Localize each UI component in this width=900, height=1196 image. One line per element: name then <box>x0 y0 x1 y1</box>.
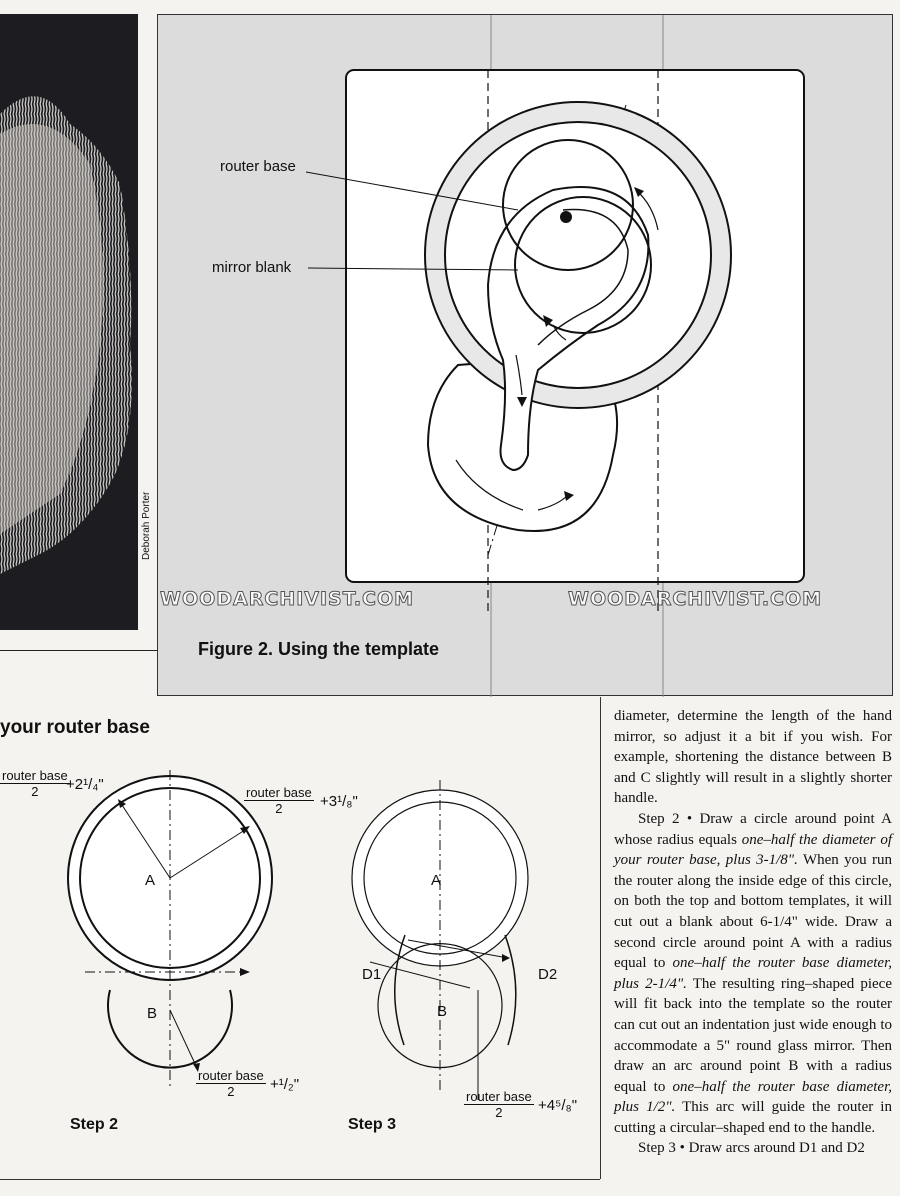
step3-d1-label: D1 <box>362 966 382 983</box>
p2-part-c: When you run the router along the inside edge of this circle, on both the top and bottom templates, it will cut out a blank about 6-1/4" wide. Draw a second circle around point A with a radius equal to <box>614 852 892 972</box>
paragraph-2 <box>614 809 892 1139</box>
p2-part-e: The resulting ring–shaped piece will fit back into the template so the router can cut out an indentation just wide enough to accommodate a 5" round glass mirror. Then draw an arc around point B with a radius equal to <box>614 975 892 1095</box>
step3-point-a: A <box>431 872 442 889</box>
p2-part-a: Step 2 • Draw a circle around point A whose radius equals <box>614 810 892 848</box>
step2-dim1-den: 2 <box>31 784 39 799</box>
watermark-right: WOODARCHIVIST.COM <box>568 588 823 610</box>
step2-dim2-num: router base <box>246 785 312 800</box>
step2-point-a: A <box>145 872 156 889</box>
column-divider <box>600 697 601 1179</box>
step3-dim-num: router base <box>466 1089 532 1104</box>
watermark-left: WOODARCHIVIST.COM <box>160 588 415 610</box>
step3-dim-den: 2 <box>495 1105 503 1120</box>
step2-dim3-num: router base <box>198 1068 264 1083</box>
paragraph-1: diameter, determine the length of the hand mirror, so adjust it a bit if you wish. For example, shortening the distance between B and C slightly will result in a slightly shorter handle. <box>614 708 892 807</box>
section-heading: your router base <box>0 717 150 738</box>
mirror-blank-label: mirror blank <box>212 259 292 276</box>
p2-part-f: one–half the router base diameter, plus 1/2". <box>614 1078 892 1116</box>
body-text-column <box>614 706 892 1159</box>
step3-d2-label: D2 <box>538 966 558 983</box>
photo-credit: Deborah Porter <box>141 491 152 560</box>
step2-dim2-add: +3¹/₈" <box>320 793 358 810</box>
step2-dim3-den: 2 <box>227 1084 235 1099</box>
step2-dim1-add: +2¹/₄" <box>66 776 104 793</box>
p2-part-b: one–half the diameter of your router base, plus 3-1/8". <box>614 831 892 869</box>
step2-dim1-fraction <box>0 768 70 799</box>
p2-part-g: This arc will guide the router in cutting a circular–shaped end to the handle. <box>614 1099 892 1136</box>
figure-caption: Figure 2. Using the template <box>198 639 440 659</box>
step2-dim3-add: +¹/₂" <box>270 1076 300 1093</box>
paragraph-3: Step 3 • Draw arcs around D1 and D2 <box>638 1140 865 1157</box>
step2-label: Step 2 <box>70 1116 119 1133</box>
step2-dim3-fraction <box>196 1068 266 1099</box>
step3-point-b: B <box>437 1003 448 1020</box>
step3-dim-fraction <box>464 1089 534 1120</box>
step2-dim2-den: 2 <box>275 801 283 816</box>
bottom-rule <box>0 1179 600 1180</box>
step3-dim-add: +4⁵/₈" <box>538 1097 578 1114</box>
step2-dim1-num: router base <box>2 768 68 783</box>
router-base-label: router base <box>220 158 296 175</box>
step2-point-b: B <box>147 1005 158 1022</box>
p2-part-d: one–half the router base diameter, plus 2-1/4". <box>614 955 892 992</box>
step2-dim2-fraction <box>244 785 314 816</box>
step3-label: Step 3 <box>348 1116 397 1133</box>
